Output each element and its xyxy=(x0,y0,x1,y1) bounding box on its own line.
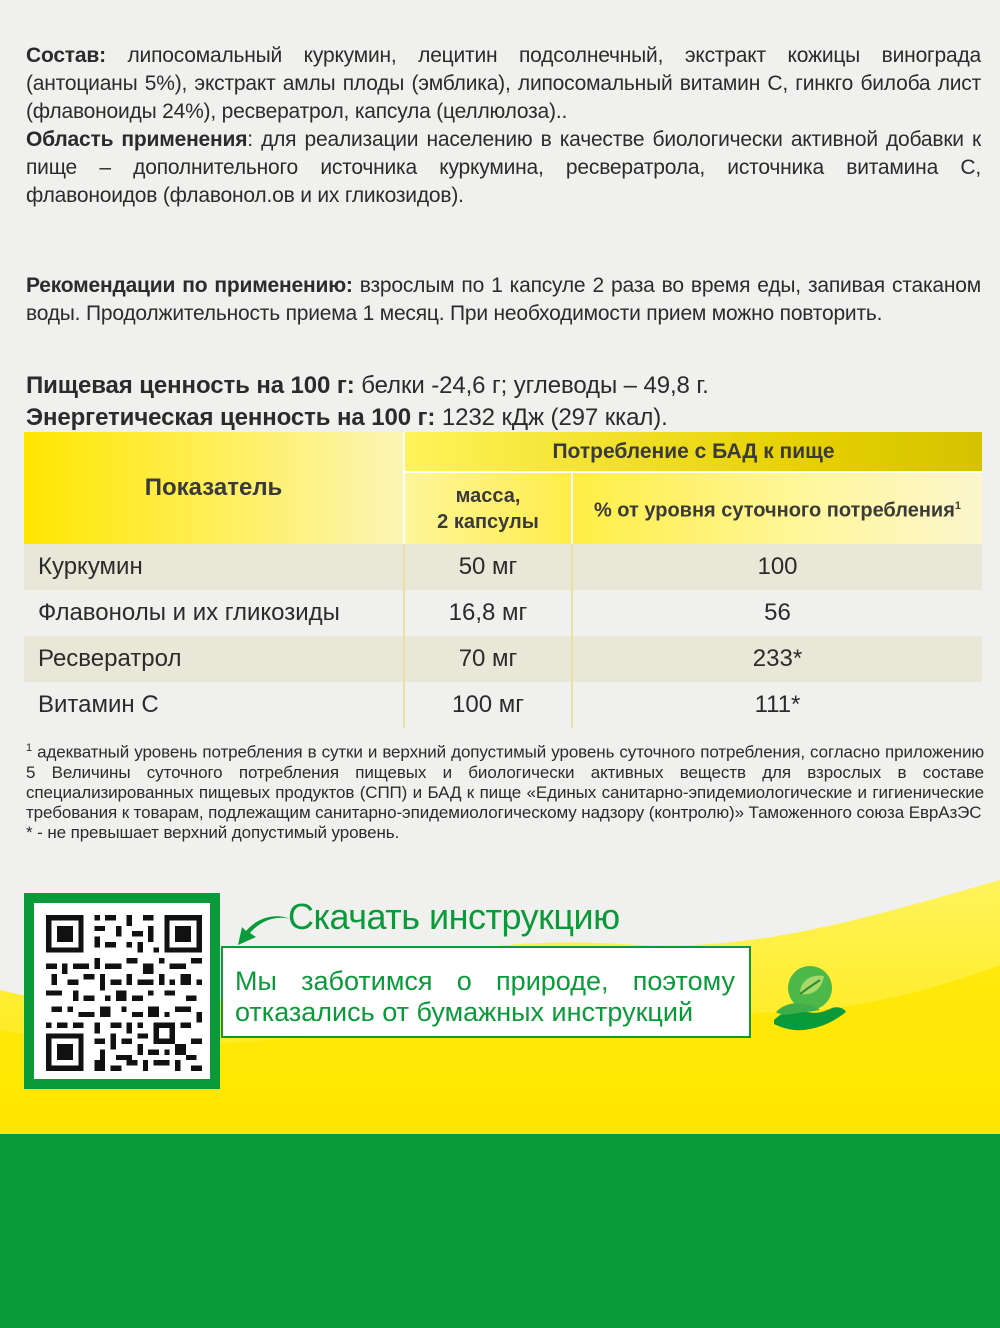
eco-message-box xyxy=(221,946,751,1038)
header-percent xyxy=(572,472,982,544)
application-paragraph xyxy=(26,126,981,210)
composition-text: липосомальный куркумин, лецитин подсолнечный, экстракт кожицы винограда (антоцианы 5%), экстракт амлы плоды (эмблика), липосомальный витамин С, гинкго билоба лист (флавоноиды 24%), ресвератрол, капсула (целлюлоза).. xyxy=(26,44,981,123)
table-row xyxy=(24,590,982,636)
curved-arrow-icon xyxy=(236,913,292,947)
composition-section xyxy=(26,42,981,210)
table-row xyxy=(24,636,982,682)
row-mass: 50 мг xyxy=(404,544,572,590)
application-label: Область применения xyxy=(26,128,248,151)
header-consumption: Потребление с БАД к пище xyxy=(404,432,982,472)
green-footer-bar xyxy=(0,1134,1000,1328)
row-mass: 70 мг xyxy=(404,636,572,682)
recommendations-section xyxy=(26,272,981,328)
header-indicator: Показатель xyxy=(24,432,404,544)
footnote-2: * - не превышает верхний допустимый уровень. xyxy=(26,822,400,842)
row-mass: 100 мг xyxy=(404,682,572,728)
table-row xyxy=(24,544,982,590)
qr-code-frame[interactable] xyxy=(24,893,220,1089)
recommendations-label: Рекомендации по применению: xyxy=(26,274,353,297)
nutrition-text: белки -24,6 г; углеводы – 49,8 г. xyxy=(354,372,709,399)
row-name: Витамин С xyxy=(24,682,404,728)
qr-code-icon[interactable] xyxy=(46,915,202,1071)
row-name: Ресвератрол xyxy=(24,636,404,682)
nutrition-line xyxy=(26,370,981,402)
composition-paragraph xyxy=(26,42,981,126)
eco-leaf-hand-icon xyxy=(770,960,850,1034)
header-mass xyxy=(404,472,572,544)
recommendations-paragraph xyxy=(26,272,981,328)
energy-text: 1232 кДж (297 ккал). xyxy=(435,404,668,431)
footnote-1 xyxy=(26,738,984,823)
header-mass-line2: 2 капсулы xyxy=(437,510,539,533)
footnotes xyxy=(26,738,984,843)
row-mass: 16,8 мг xyxy=(404,590,572,636)
footnote-1-text: адекватный уровень потребления в сутки и верхний допустимый уровень суточного потребления, согласно приложению 5 Величины суточного потребления пищевых и биологически активных веществ для взрослых в составе специализированных пищевых продуктов (СПП) и БАД к пище «Единых санитарно-эпидемиологические и гигиенические требования к товарам, подлежащим санитарно-эпидемиологическому надзору (контролю)» Таможенного союза ЕврАзЭС xyxy=(26,742,984,822)
composition-label: Состав: xyxy=(26,44,106,67)
row-name: Куркумин xyxy=(24,544,404,590)
eco-message-line2: отказались от бумажных инструкций xyxy=(235,997,694,1027)
nutrition-section xyxy=(26,370,981,434)
download-instruction-link[interactable]: Скачать инструкцию xyxy=(288,896,620,937)
row-percent: 56 xyxy=(764,599,791,626)
row-percent: 233* xyxy=(572,636,982,682)
application-text: : для реализации населению в качестве биологически активной добавки к пище – дополнительного источника куркумина, ресвератрола, источника витамина С, флавоноидов (флавонол.ов и их гликозидов). xyxy=(26,128,981,207)
table-row xyxy=(24,682,982,728)
header-percent-sup: 1 xyxy=(954,500,962,513)
row-percent: 100 xyxy=(572,544,982,590)
row-percent: 111* xyxy=(754,691,801,718)
footnote-1-sup: 1 xyxy=(26,742,33,754)
recommendations-text: взрослым по 1 капсуле 2 раза во время еды, запивая стаканом воды. Продолжительность приема 1 месяц. При необходимости прием можно повторить. xyxy=(26,274,981,325)
row-name: Флавонолы и их гликозиды xyxy=(24,590,404,636)
energy-line xyxy=(26,402,981,434)
nutrition-label: Пищевая ценность на 100 г: xyxy=(26,372,355,399)
header-mass-line1: масса, xyxy=(455,484,521,507)
eco-message-line1: Мы заботимся о природе, поэтому xyxy=(235,966,735,996)
composition-table xyxy=(24,432,982,728)
header-percent-text: % от уровня суточного потребления xyxy=(593,499,955,522)
energy-label: Энергетическая ценность на 100 г: xyxy=(26,404,436,431)
